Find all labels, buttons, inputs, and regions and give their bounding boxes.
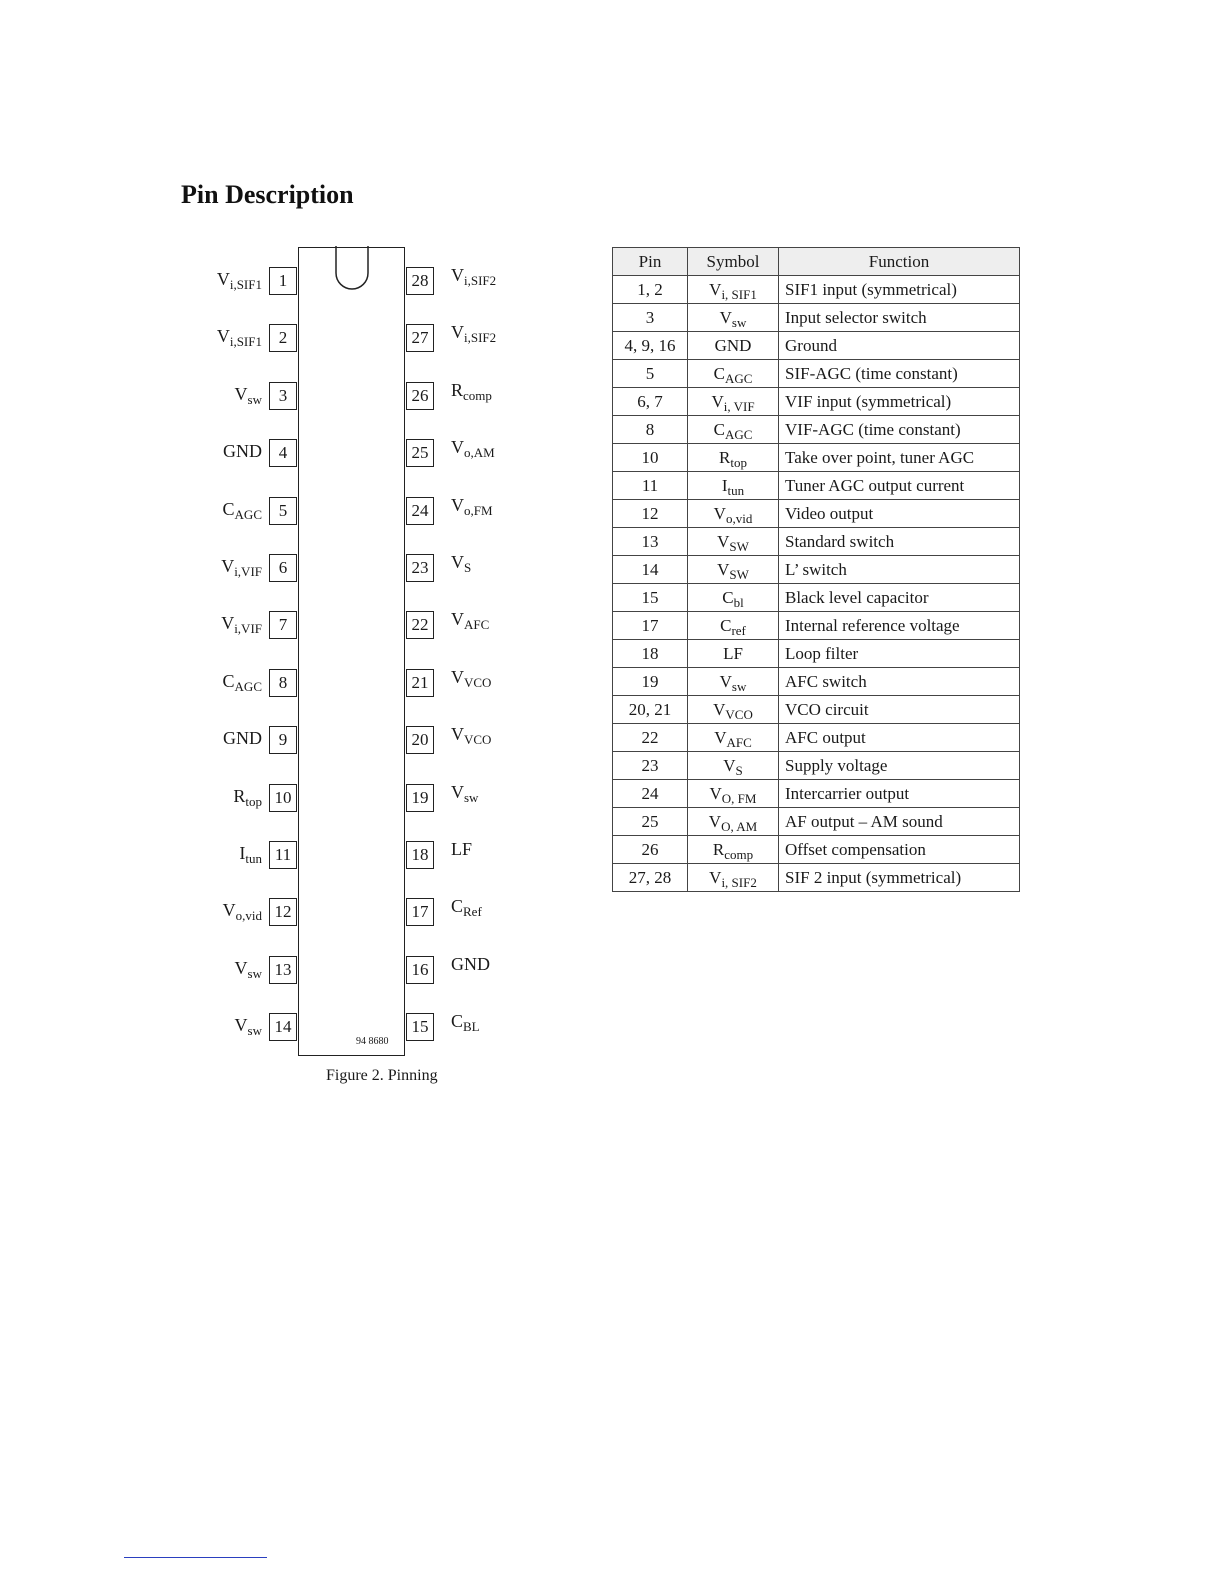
pin-number-box: 15 xyxy=(406,1013,434,1041)
pin-number-box: 5 xyxy=(269,497,297,525)
pin-symbol-subscript: AGC xyxy=(234,678,262,694)
cell-pin: 1, 2 xyxy=(613,276,688,304)
table-row xyxy=(613,528,1020,556)
cell-pin: 5 xyxy=(613,360,688,388)
pin-symbol-base: V xyxy=(234,1015,248,1036)
symbol-base: V xyxy=(719,307,732,327)
pin-label xyxy=(451,781,478,803)
cell-symbol xyxy=(688,556,779,584)
pin-number-box: 3 xyxy=(269,382,297,410)
table-row xyxy=(613,332,1020,360)
symbol-base: V xyxy=(709,867,722,887)
symbol-subscript: S xyxy=(735,762,743,778)
cell-symbol xyxy=(688,500,779,528)
cell-pin: 22 xyxy=(613,724,688,752)
pin-symbol-subscript: sw xyxy=(247,1023,262,1039)
symbol-base: R xyxy=(712,839,725,859)
pin-label xyxy=(182,383,262,405)
pin-symbol-base: V xyxy=(222,900,236,921)
symbol-base: C xyxy=(722,587,734,607)
table-row xyxy=(613,360,1020,388)
footnote-rule xyxy=(124,1557,267,1558)
table-row xyxy=(613,668,1020,696)
pin-number-box: 7 xyxy=(269,611,297,639)
pin-description-table xyxy=(612,247,1020,892)
pin-number-box: 12 xyxy=(269,898,297,926)
pin-label xyxy=(451,1010,480,1035)
cell-function: AF output – AM sound xyxy=(779,808,1020,836)
pin-number-box: 25 xyxy=(406,439,434,467)
pin-symbol-subscript: Ref xyxy=(463,904,482,920)
cell-symbol xyxy=(688,472,779,500)
pin-label xyxy=(182,268,262,290)
cell-function: Offset compensation xyxy=(779,836,1020,864)
pin-symbol-subscript: AGC xyxy=(234,506,262,522)
cell-function: AFC output xyxy=(779,724,1020,752)
pin-number-box: 6 xyxy=(269,554,297,582)
pin-symbol-subscript: VCO xyxy=(464,732,492,748)
symbol-subscript: sw xyxy=(731,314,747,330)
pin-symbol-base: V xyxy=(221,613,235,634)
pin-symbol-base: V xyxy=(451,666,464,687)
pin-symbol-subscript: BL xyxy=(463,1019,480,1035)
pin-number-box: 11 xyxy=(269,841,297,869)
table-row xyxy=(613,724,1020,752)
pin-symbol-base: GND xyxy=(451,953,490,974)
table-row xyxy=(613,584,1020,612)
cell-function: VIF-AGC (time constant) xyxy=(779,416,1020,444)
cell-function: L’ switch xyxy=(779,556,1020,584)
cell-pin: 18 xyxy=(613,640,688,668)
pin-number-box: 1 xyxy=(269,267,297,295)
symbol-base: V xyxy=(714,727,727,747)
pin-symbol-subscript: o,FM xyxy=(464,502,493,518)
table-header-row xyxy=(613,248,1020,276)
table-row xyxy=(613,864,1020,892)
pin-number-box: 4 xyxy=(269,439,297,467)
table-row xyxy=(613,444,1020,472)
pin-symbol-base: V xyxy=(451,322,464,343)
cell-symbol xyxy=(688,640,779,668)
symbol-subscript: tun xyxy=(727,482,745,498)
symbol-subscript: sw xyxy=(731,678,747,694)
symbol-base: C xyxy=(713,363,725,383)
pin-symbol-base: R xyxy=(451,379,464,400)
pin-label xyxy=(182,670,262,692)
cell-pin: 26 xyxy=(613,836,688,864)
cell-symbol xyxy=(688,360,779,388)
symbol-base: GND xyxy=(714,335,752,355)
pin-label xyxy=(182,727,262,749)
pin-label xyxy=(182,498,262,520)
package-notch-icon xyxy=(335,246,369,290)
pin-symbol-base: R xyxy=(233,785,246,806)
cell-function: AFC switch xyxy=(779,668,1020,696)
pin-symbol-subscript: sw xyxy=(464,789,479,805)
pin-label xyxy=(451,436,495,461)
pin-symbol-base: C xyxy=(451,896,464,917)
symbol-subscript: ref xyxy=(731,622,746,638)
cell-symbol xyxy=(688,332,779,360)
pin-number-box: 14 xyxy=(269,1013,297,1041)
cell-symbol xyxy=(688,808,779,836)
symbol-base: I xyxy=(721,475,728,495)
pin-symbol-base: C xyxy=(222,670,235,691)
pin-label xyxy=(182,555,262,577)
table-row xyxy=(613,472,1020,500)
cell-symbol xyxy=(688,668,779,696)
cell-symbol xyxy=(688,388,779,416)
table-row xyxy=(613,752,1020,780)
pin-symbol-base: GND xyxy=(223,728,262,749)
pin-symbol-base: I xyxy=(239,843,246,863)
pin-label xyxy=(451,551,471,573)
cell-function: SIF-AGC (time constant) xyxy=(779,360,1020,388)
cell-symbol xyxy=(688,780,779,808)
cell-function: Video output xyxy=(779,500,1020,528)
pin-symbol-base: V xyxy=(221,556,235,576)
table-row xyxy=(613,808,1020,836)
pin-symbol-subscript: sw xyxy=(247,391,262,407)
cell-pin: 23 xyxy=(613,752,688,780)
pin-symbol-base: LF xyxy=(451,839,473,859)
cell-symbol xyxy=(688,444,779,472)
cell-symbol xyxy=(688,528,779,556)
cell-pin: 20, 21 xyxy=(613,696,688,724)
cell-symbol xyxy=(688,612,779,640)
symbol-subscript: top xyxy=(730,454,747,470)
symbol-subscript: i, SIF1 xyxy=(721,286,757,302)
cell-function: Internal reference voltage xyxy=(779,612,1020,640)
symbol-subscript: o,vid xyxy=(725,510,753,526)
pin-number-box: 10 xyxy=(269,784,297,812)
cell-function: Supply voltage xyxy=(779,752,1020,780)
pin-symbol-subscript: o,vid xyxy=(235,908,262,924)
pin-symbol-base: C xyxy=(451,1011,464,1032)
cell-symbol xyxy=(688,864,779,892)
pin-label xyxy=(182,325,262,350)
pin-label xyxy=(182,842,262,864)
pin-number-box: 22 xyxy=(406,611,434,639)
symbol-base: V xyxy=(723,755,736,775)
cell-symbol xyxy=(688,304,779,332)
symbol-base: V xyxy=(717,559,730,579)
pin-number-box: 21 xyxy=(406,669,434,697)
column-header-symbol: Symbol xyxy=(688,248,779,276)
pin-number-box: 9 xyxy=(269,726,297,754)
pin-label xyxy=(451,321,497,346)
cell-pin: 4, 9, 16 xyxy=(613,332,688,360)
cell-symbol xyxy=(688,752,779,780)
symbol-base: LF xyxy=(723,643,743,663)
pin-symbol-subscript: S xyxy=(464,560,472,575)
symbol-base: V xyxy=(713,503,726,523)
pin-symbol-subscript: AFC xyxy=(464,617,490,633)
pin-symbol-base: V xyxy=(451,781,464,802)
pin-label xyxy=(451,666,491,688)
table-row xyxy=(613,556,1020,584)
pin-label xyxy=(182,612,262,637)
cell-function: Standard switch xyxy=(779,528,1020,556)
table-row xyxy=(613,640,1020,668)
pin-symbol-subscript: VCO xyxy=(464,674,492,690)
symbol-subscript: VCO xyxy=(725,706,753,722)
symbol-base: V xyxy=(713,699,726,719)
figure-caption: Figure 2. Pinning xyxy=(326,1067,438,1084)
cell-pin: 17 xyxy=(613,612,688,640)
symbol-subscript: i, SIF2 xyxy=(721,874,757,890)
pin-number-box: 8 xyxy=(269,669,297,697)
pin-number-box: 23 xyxy=(406,554,434,582)
cell-pin: 27, 28 xyxy=(613,864,688,892)
pin-number-box: 19 xyxy=(406,784,434,812)
pin-label xyxy=(182,440,262,462)
pin-symbol-subscript: sw xyxy=(247,965,262,981)
page-title: Pin Description xyxy=(181,180,354,209)
pin-symbol-subscript: i,SIF2 xyxy=(464,273,497,288)
pin-number-box: 28 xyxy=(406,267,434,295)
pin-number-box: 18 xyxy=(406,841,434,869)
pin-number-box: 26 xyxy=(406,382,434,410)
pin-symbol-base: V xyxy=(234,383,248,404)
pin-number-box: 17 xyxy=(406,898,434,926)
part-code: 94 8680 xyxy=(356,1036,389,1047)
pin-label xyxy=(451,895,482,920)
cell-function: Black level capacitor xyxy=(779,584,1020,612)
pin-symbol-subscript: i,VIF xyxy=(234,621,262,637)
symbol-base: R xyxy=(719,447,731,467)
pin-label xyxy=(451,264,496,286)
pin-symbol-base: V xyxy=(451,437,464,458)
pin-symbol-base: V xyxy=(451,265,464,285)
table-row xyxy=(613,276,1020,304)
cell-pin: 14 xyxy=(613,556,688,584)
symbol-base: V xyxy=(709,783,722,803)
pin-label xyxy=(182,957,262,979)
cell-function: SIF1 input (symmetrical) xyxy=(779,276,1020,304)
symbol-subscript: i, VIF xyxy=(723,398,755,414)
cell-function: Ground xyxy=(779,332,1020,360)
pin-symbol-base: V xyxy=(216,326,230,347)
symbol-base: V xyxy=(719,671,732,691)
pin-number-box: 13 xyxy=(269,956,297,984)
table-row xyxy=(613,696,1020,724)
symbol-subscript: bl xyxy=(733,594,744,610)
pin-label xyxy=(182,899,262,924)
pin-symbol-subscript: i,SIF2 xyxy=(464,330,497,346)
cell-symbol xyxy=(688,584,779,612)
symbol-subscript: SW xyxy=(729,538,749,554)
symbol-subscript: AFC xyxy=(726,734,752,750)
cell-function: VCO circuit xyxy=(779,696,1020,724)
cell-function: SIF 2 input (symmetrical) xyxy=(779,864,1020,892)
pin-symbol-base: V xyxy=(451,552,464,572)
pin-number-box: 2 xyxy=(269,324,297,352)
pin-number-box: 16 xyxy=(406,956,434,984)
pin-symbol-subscript: i,VIF xyxy=(234,564,262,579)
pin-symbol-base: C xyxy=(222,498,235,519)
symbol-base: V xyxy=(709,279,722,299)
cell-pin: 25 xyxy=(613,808,688,836)
table-row xyxy=(613,612,1020,640)
pin-symbol-base: V xyxy=(451,494,464,515)
pin-label xyxy=(182,1014,262,1039)
pin-symbol-base: V xyxy=(451,609,464,630)
pin-symbol-subscript: top xyxy=(245,793,262,809)
table-row xyxy=(613,500,1020,528)
symbol-subscript: SW xyxy=(729,566,749,582)
pin-symbol-subscript: i,SIF1 xyxy=(229,334,262,350)
column-header-pin: Pin xyxy=(613,248,688,276)
symbol-base: C xyxy=(713,419,725,439)
symbol-subscript: O, FM xyxy=(721,790,757,806)
pin-symbol-base: V xyxy=(234,957,248,978)
pin-label xyxy=(451,838,472,860)
symbol-subscript: comp xyxy=(724,846,754,862)
cell-symbol xyxy=(688,416,779,444)
pin-label xyxy=(451,953,490,975)
cell-pin: 10 xyxy=(613,444,688,472)
cell-symbol xyxy=(688,724,779,752)
pin-label xyxy=(451,723,492,748)
cell-function: Loop filter xyxy=(779,640,1020,668)
cell-function: Tuner AGC output current xyxy=(779,472,1020,500)
pin-number-box: 20 xyxy=(406,726,434,754)
pin-symbol-subscript: tun xyxy=(245,851,262,866)
table-row xyxy=(613,780,1020,808)
table-row xyxy=(613,388,1020,416)
pin-label xyxy=(182,785,262,807)
table-row xyxy=(613,304,1020,332)
cell-function: Intercarrier output xyxy=(779,780,1020,808)
pin-symbol-base: GND xyxy=(223,441,262,462)
pin-number-box: 24 xyxy=(406,497,434,525)
cell-pin: 12 xyxy=(613,500,688,528)
cell-pin: 11 xyxy=(613,472,688,500)
pin-symbol-base: V xyxy=(451,724,464,745)
table-row xyxy=(613,416,1020,444)
symbol-subscript: O, AM xyxy=(721,818,758,834)
pin-symbol-subscript: o,AM xyxy=(464,445,495,461)
cell-pin: 6, 7 xyxy=(613,388,688,416)
pin-symbol-subscript: comp xyxy=(463,387,492,403)
symbol-base: V xyxy=(717,531,730,551)
cell-pin: 13 xyxy=(613,528,688,556)
pin-number-box: 27 xyxy=(406,324,434,352)
table-row xyxy=(613,836,1020,864)
pin-symbol-subscript: i,SIF1 xyxy=(229,277,262,292)
symbol-base: V xyxy=(711,391,724,411)
pin-label xyxy=(451,608,490,633)
cell-symbol xyxy=(688,836,779,864)
symbol-base: V xyxy=(708,811,722,831)
cell-function: VIF input (symmetrical) xyxy=(779,388,1020,416)
pin-symbol-base: V xyxy=(216,269,230,289)
cell-pin: 15 xyxy=(613,584,688,612)
pin-label xyxy=(451,494,493,516)
cell-pin: 19 xyxy=(613,668,688,696)
symbol-base: C xyxy=(720,615,732,635)
ic-package-outline xyxy=(298,247,405,1056)
pin-label xyxy=(451,379,492,401)
cell-pin: 24 xyxy=(613,780,688,808)
cell-function: Input selector switch xyxy=(779,304,1020,332)
column-header-function: Function xyxy=(779,248,1020,276)
cell-pin: 8 xyxy=(613,416,688,444)
cell-symbol xyxy=(688,696,779,724)
cell-pin: 3 xyxy=(613,304,688,332)
cell-symbol xyxy=(688,276,779,304)
symbol-subscript: AGC xyxy=(724,426,753,442)
symbol-subscript: AGC xyxy=(724,370,753,386)
cell-function: Take over point, tuner AGC xyxy=(779,444,1020,472)
